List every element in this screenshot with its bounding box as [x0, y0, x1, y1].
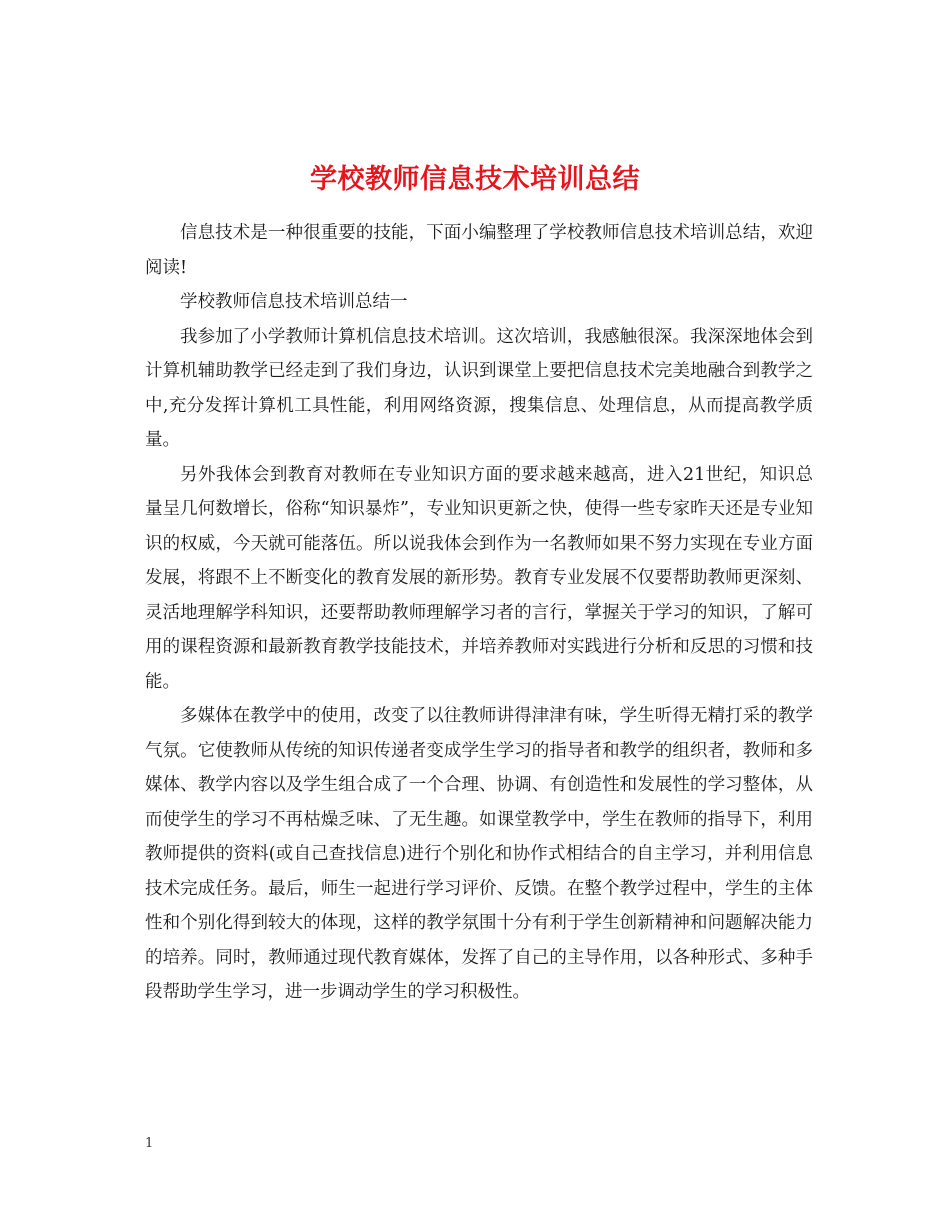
body-paragraph: 多媒体在教学中的使用，改变了以往教师讲得津津有味，学生听得无精打采的教学气氛。它使教师从传统的知识传递者变成学生学习的指导者和教学的组织者，教师和多媒体、教学内容以及学生组合成了一个合理、协调、有创造性和发展性的学习整体，从而使学生的学习不再枯燥乏味、了无生趣。如课堂教学中，学生在教师的指导下，利用教师提供的资料(或自己查找信息)进行个别化和协作式相结合的自主学习，并利用信息技术完成任务。最后，师生一起进行学习评价、反馈。在整个教学过程中，学生的主体性和个别化得到较大的体现，这样的教学氛围十分有利于学生创新精神和问题解决能力的培养。同时，教师通过现代教育媒体，发挥了自己的主导作用，以各种形式、多种手段帮助学生学习，进一步调动学生的学习积极性。 [145, 706, 813, 1002]
intro-paragraph: 信息技术是一种很重要的技能，下面小编整理了学校教师信息技术培训总结，欢迎阅读! [145, 223, 813, 278]
body-paragraph: 我参加了小学教师计算机信息技术培训。这次培训，我感触很深。我深深地体会到计算机辅助教学已经走到了我们身边，认识到课堂上要把信息技术完美地融合到教学之中,充分发挥计算机工具性能，利用网络资源，搜集信息、处理信息，从而提高教学质量。 [145, 326, 813, 450]
body-paragraph: 另外我体会到教育对教师在专业知识方面的要求越来越高，进入21世纪，知识总量呈几何数增长，俗称“知识暴炸”，专业知识更新之快，使得一些专家昨天还是专业知识的权威，今天就可能落伍。所以说我体会到作为一名教师如果不努力实现在专业方面发展，将跟不上不断变化的教育发展的新形势。教育专业发展不仅要帮助教师更深刻、灵活地理解学科知识，还要帮助教师理解学习者的言行，掌握关于学习的知识，了解可用的课程资源和最新教育教学技能技术，并培养教师对实践进行分析和反思的习惯和技能。 [145, 464, 813, 692]
page-number: 1 [145, 1136, 154, 1151]
document-body [145, 216, 813, 1010]
document-title: 学校教师信息技术培训总结 [310, 164, 640, 196]
section-heading: 学校教师信息技术培训总结一 [180, 292, 408, 312]
